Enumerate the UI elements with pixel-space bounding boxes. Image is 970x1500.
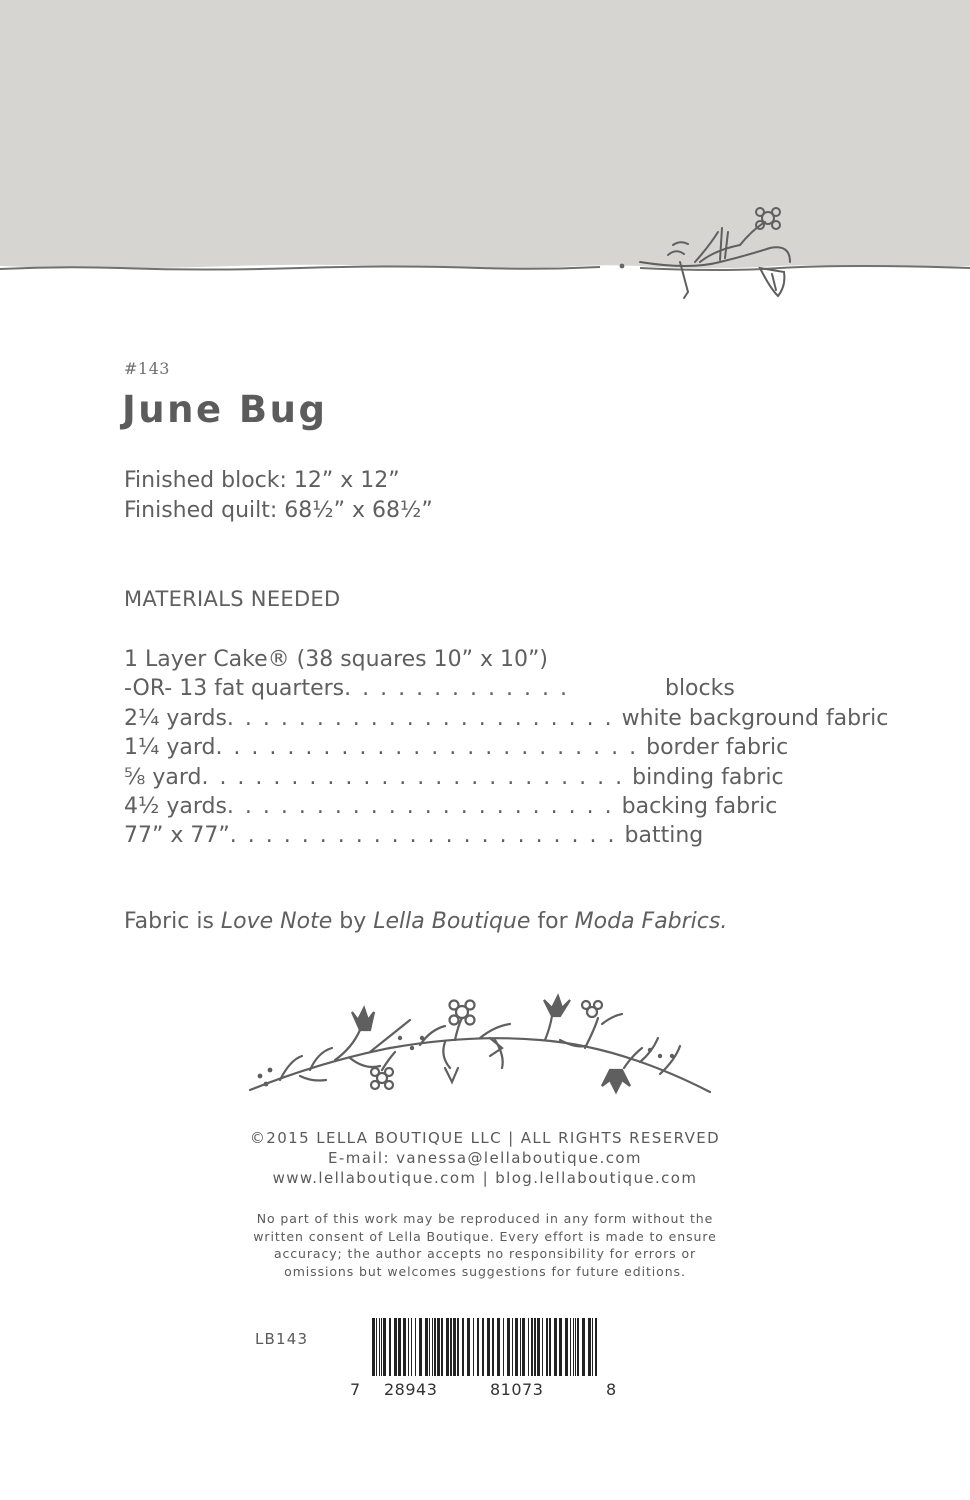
material-quantity: -OR- 13 fat quarters [124, 676, 345, 702]
barcode-bar [592, 1318, 593, 1376]
barcode-bar [549, 1318, 551, 1376]
barcode-bar [554, 1318, 557, 1376]
leader-dots: . . . . . . . . . . . . . . . . . . . . . . [226, 793, 614, 819]
barcode-bar [403, 1318, 406, 1376]
material-item [124, 704, 889, 733]
barcode-bar [473, 1318, 474, 1376]
leader-dots: . . . . . . . . . . . . . . . . . . . . . . . . [201, 764, 625, 790]
barcode-bar [419, 1318, 422, 1376]
leader-dots: . . . . . . . . . . . . . [344, 676, 569, 702]
barcode-bar [492, 1318, 494, 1376]
leader-dots: . . . . . . . . . . . . . . . . . . . . . . [229, 823, 617, 849]
barcode-bar [453, 1318, 456, 1376]
barcode-bar [482, 1318, 484, 1376]
barcode-bar [446, 1318, 449, 1376]
material-item [124, 821, 884, 850]
floral-vine-icon [240, 990, 720, 1105]
material-use: border fabric [646, 735, 789, 761]
material-quantity: 1 Layer Cake® (38 squares 10” x 10”) [124, 647, 548, 672]
barcode-bar [546, 1318, 548, 1376]
barcode-bar [497, 1318, 500, 1376]
fabric-manufacturer: Moda Fabrics. [574, 909, 728, 934]
websites: www.lellaboutique.com | blog.lellaboutique.com [272, 1169, 698, 1187]
barcode-bar [450, 1318, 452, 1376]
barcode-bar [595, 1318, 597, 1376]
barcode-bar [376, 1318, 377, 1376]
barcode-bar [434, 1318, 436, 1376]
barcode-digits [350, 1380, 620, 1402]
barcode-bar [394, 1318, 397, 1376]
barcode-bar [398, 1318, 401, 1376]
material-use: white background fabric [621, 705, 889, 731]
barcode-bar [429, 1318, 430, 1376]
barcode-digit: 7 [350, 1380, 361, 1399]
barcode-bar [389, 1318, 391, 1376]
finished-block: Finished block: 12” x 12” [124, 468, 400, 493]
material-use: blocks [664, 676, 735, 702]
barcode-bar [570, 1318, 571, 1376]
barcode-bar [411, 1318, 412, 1376]
fabric-credit [124, 909, 727, 934]
product-sku: LB143 [255, 1330, 309, 1348]
barcode-bar [462, 1318, 464, 1376]
barcode-bar [415, 1318, 416, 1376]
legal-notice [0, 1210, 970, 1280]
barcode-bar [437, 1318, 440, 1376]
barcode-bar [457, 1318, 459, 1376]
material-quantity: 2¼ yards [124, 705, 227, 731]
barcode-bar [503, 1318, 504, 1376]
barcode-digit: 81073 [490, 1380, 544, 1399]
fabric-line-name: Love Note [220, 909, 333, 934]
material-use: backing fabric [621, 793, 778, 819]
fabric-for: for [530, 909, 575, 934]
barcode-bar [528, 1318, 529, 1376]
legal-line: No part of this work may be reproduced in any form without the [256, 1211, 714, 1226]
legal-line: accuracy; the author accepts no responsibility for errors or [273, 1246, 697, 1262]
material-quantity: 77” x 77” [124, 823, 230, 849]
materials-list [124, 645, 889, 851]
fabric-prefix: Fabric is [124, 909, 221, 934]
material-item [124, 763, 884, 792]
material-quantity: 1¼ yard [124, 735, 216, 761]
email: E-mail: vanessa@lellaboutique.com [328, 1149, 642, 1167]
fabric-by: by [332, 909, 374, 934]
barcode-bar [507, 1318, 510, 1376]
barcode-bar [515, 1318, 518, 1376]
barcode-bar [575, 1318, 576, 1376]
top-band-fill [0, 0, 970, 268]
materials-heading: MATERIALS NEEDED [124, 587, 341, 611]
material-item [124, 645, 884, 674]
legal-line: omissions but welcomes suggestions for future editions. [284, 1263, 686, 1279]
barcode-bar [588, 1318, 591, 1376]
legal-line: written consent of Lella Boutique. Every effort is made to ensure [253, 1228, 717, 1244]
barcode-bar [383, 1318, 386, 1376]
barcode-bars [350, 1318, 620, 1376]
barcode-bar [441, 1318, 443, 1376]
barcode-digit: 28943 [384, 1380, 438, 1399]
footer-contact [0, 1128, 970, 1188]
finished-sizes [124, 466, 433, 526]
barcode-bar [520, 1318, 521, 1376]
barcode-bar [379, 1318, 380, 1376]
finished-quilt: Finished quilt: 68½” x 68½” [124, 498, 433, 523]
top-band [0, 0, 970, 300]
barcode-bar [534, 1318, 536, 1376]
fabric-designer: Lella Boutique [373, 909, 531, 934]
material-quantity: ⅝ yard [124, 764, 202, 790]
barcode-icon [350, 1318, 620, 1398]
material-use: binding fabric [632, 764, 784, 790]
pattern-number: #143 [124, 359, 170, 378]
leader-dots: . . . . . . . . . . . . . . . . . . . . . . [226, 705, 614, 731]
pattern-title: June Bug [122, 388, 328, 431]
barcode-bar [512, 1318, 513, 1376]
material-use: batting [624, 823, 704, 849]
copyright: ©2015 LELLA BOUTIQUE LLC | ALL RIGHTS RESERVED [249, 1129, 721, 1147]
barcode-bar [531, 1318, 533, 1376]
barcode-bar [522, 1318, 525, 1376]
barcode-bar [425, 1318, 428, 1376]
barcode-bar [582, 1318, 585, 1376]
barcode-bar [565, 1318, 568, 1376]
barcode-bar [537, 1318, 540, 1376]
material-item [124, 674, 884, 703]
leader-dots: . . . . . . . . . . . . . . . . . . . . . . . . [215, 735, 639, 761]
barcode-bar [542, 1318, 543, 1376]
material-item [124, 792, 884, 821]
barcode-digit: 8 [606, 1380, 617, 1399]
barcode-bar [467, 1318, 470, 1376]
barcode-bar [577, 1318, 579, 1376]
barcode-bar [573, 1318, 574, 1376]
material-quantity: 4½ yards [124, 793, 227, 819]
barcode-bar [477, 1318, 479, 1376]
barcode-bar [432, 1318, 433, 1376]
barcode-bar [381, 1318, 382, 1376]
barcode-bar [559, 1318, 562, 1376]
barcode-bar [487, 1318, 490, 1376]
barcode-bar [372, 1318, 375, 1376]
material-item [124, 733, 884, 762]
barcode-bar [408, 1318, 409, 1376]
